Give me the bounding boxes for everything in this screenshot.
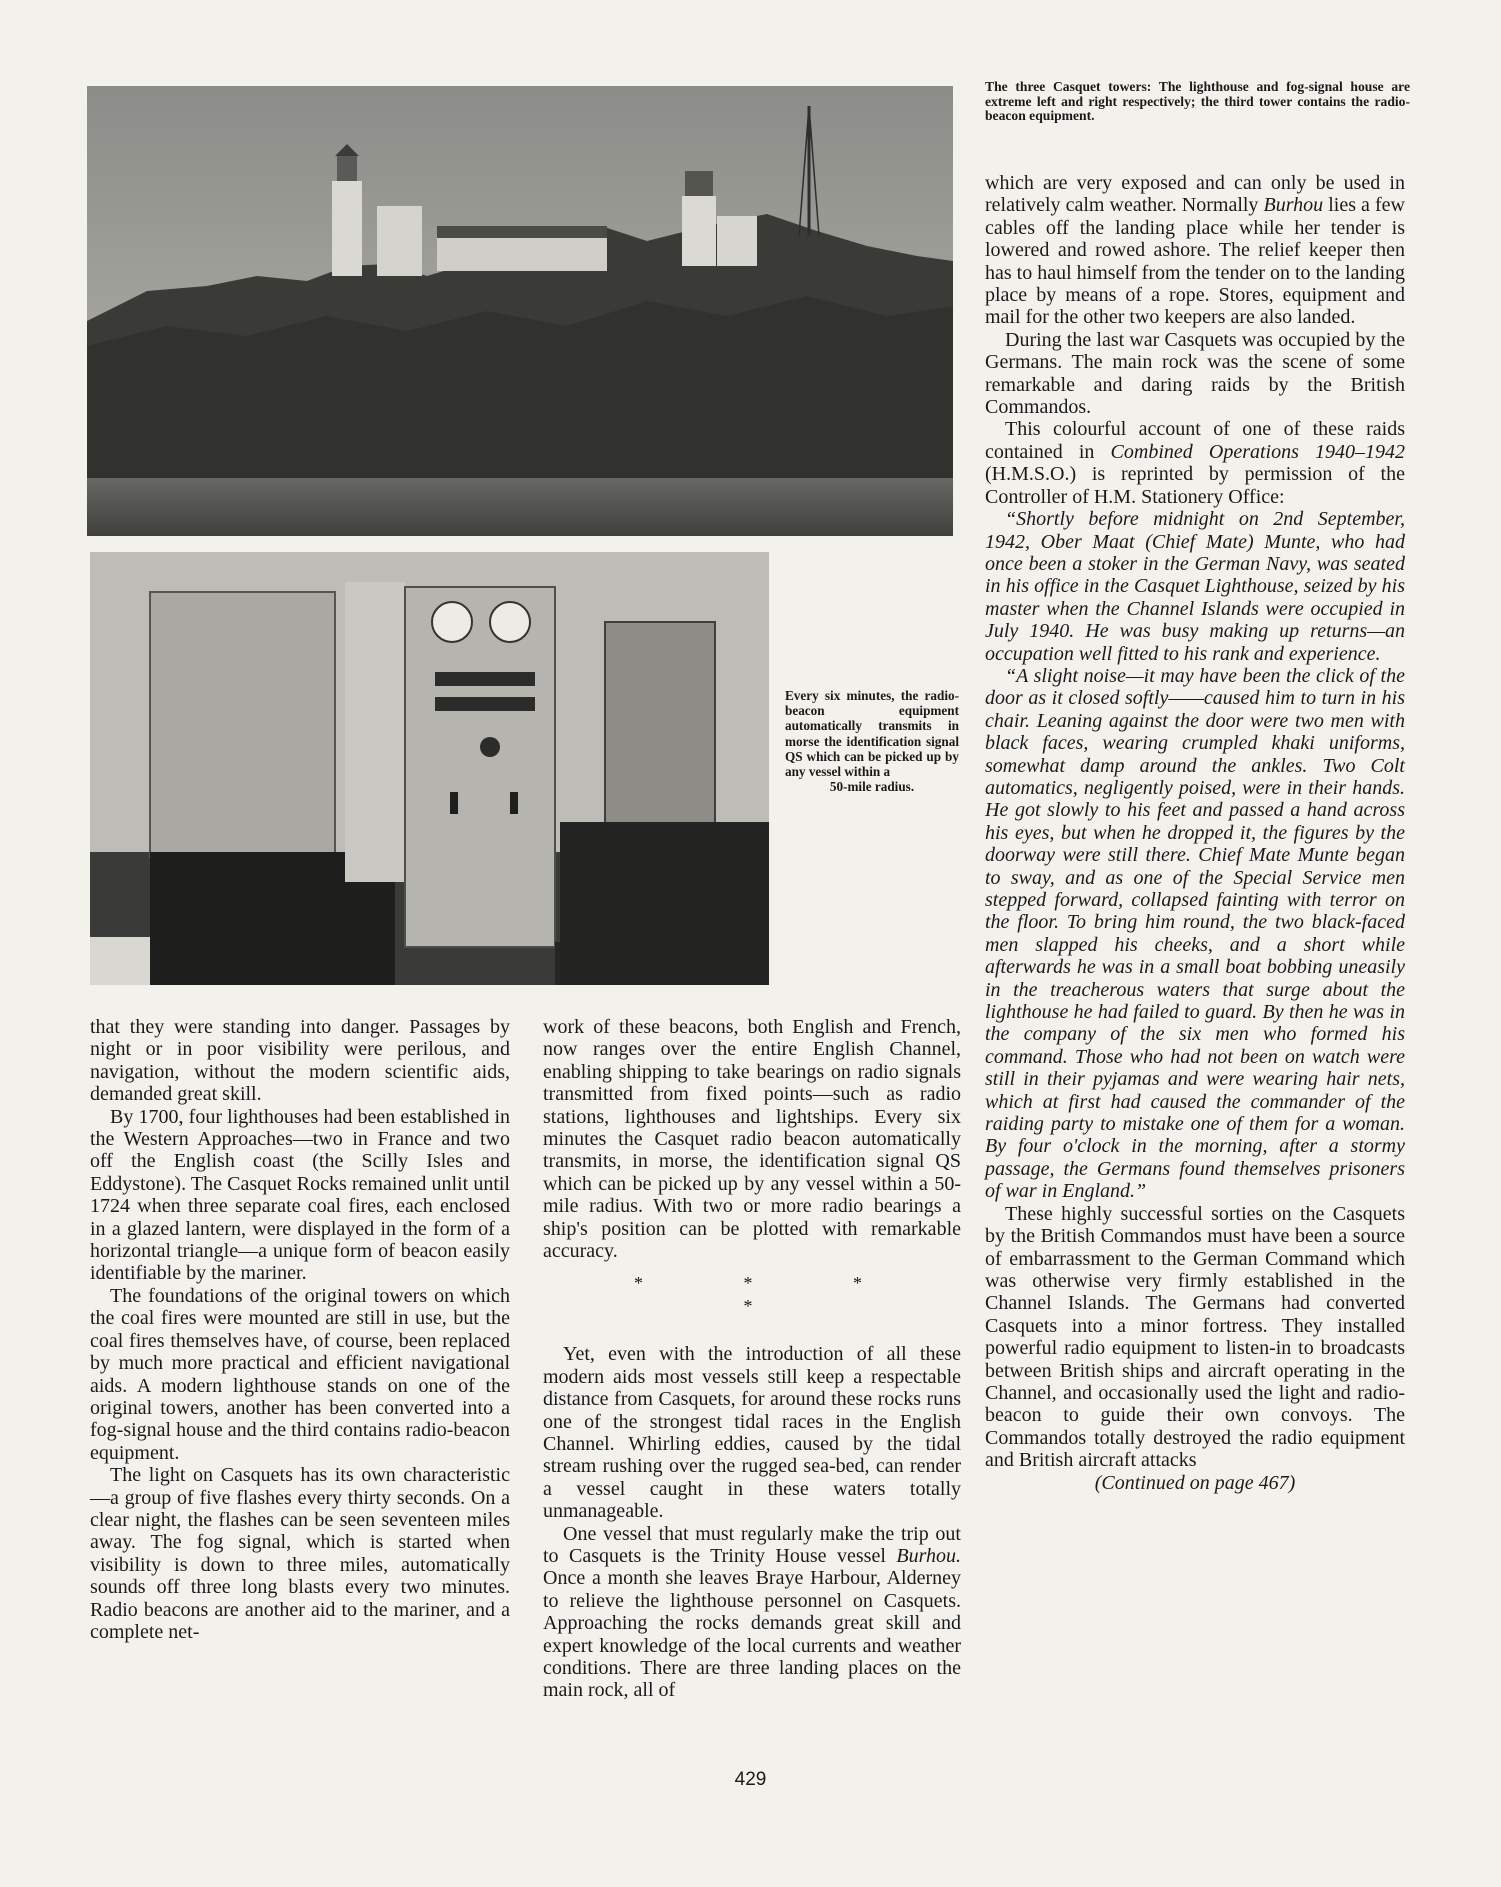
left-column (90, 1016, 510, 1643)
paragraph: work of these beacons, both English and French, now ranges over the entire English Channel, enabling shipping to take bearings on radio signals transmitted from fixed points—such as radio stations, lighthouses and lightships. Every six minutes the Casquet radio beacon automatically transmits, in morse, the identification signal QS which can be picked up by any vessel within a 50-mile radius. With two or more radio bearings a ship's position can be plotted with remarkable accuracy. (543, 1016, 961, 1263)
photo-caption-side (785, 688, 959, 794)
side-caption-end: 50-mile radius. (829, 779, 915, 795)
quoted-paragraph: “A slight noise—it may have been the click of the door as it closed softly——caused him to turn in his chair. Leaning against the door were two men with black faces, wearing crumpled khaki uniforms, somewhat damp around the ankles. Two Colt automatics, negligently poised, were in their hands. He got slowly to his feet and passed a hand across his eyes, but when he dropped it, the figures by the doorway were still there. Chief Mate Munte began to sway, and as one of the Special Service men stepped forward, collapsed fainting with terror on the floor. To bring him round, the two black-faced men slapped his cheeks, and a short while afterwards he was in a small boat bobbing uneasily in the treacherous waters that surge about the lighthouse he had failed to guard. By then he was in the company of the six men who formed his command. Those who had not been on watch were still in their pyjamas and were wearing hair nets, which at first had caused the commander of the raiding party to mistake one of them for a woman. By four o'clock in the morning, after a stormy passage, the Germans found themselves prisoners of war in England.” (985, 664, 1405, 1203)
text-run: lies a few cables off the landing place while her tender is lowered and rowed ashore. The relief keeper then has to haul himself from the tender on to the landing place by means of a rope. Stores, equipment and mail for the other two keepers are also landed. (985, 194, 1405, 329)
radio-equipment-image (90, 552, 769, 985)
photo-caption-top: The three Casquet towers: The lighthouse and fog-signal house are extreme left and right respectively; the third tower contains the radio-beacon equipment. (985, 79, 1410, 123)
paragraph: The foundations of the original towers on which the coal fires were mounted are still in use, but the coal fires themselves have, of course, been replaced by much more practical and efficient navigational aids. A modern lighthouse stands on one of the original towers, another has been converted into a fog-signal house and the third contains radio-beacon equipment. (90, 1284, 510, 1464)
paragraph: Yet, even with the introduction of all these modern aids most vessels still keep a respectable distance from Casquets, for around these rocks runs one of the strongest tidal races in the English Channel. Whirling eddies, caused by the tidal stream rushing over the rugged sea-bed, can render a vessel caught in these waters totally unmanageable. (543, 1343, 961, 1523)
side-caption-text: Every six minutes, the radio-beacon equipment automatically transmits in morse the identification signal QS which can be picked up by any vessel within a (785, 688, 959, 780)
paragraph: During the last war Casquets was occupied by the Germans. The main rock was the scene of some remarkable and daring raids by the British Commandos. (985, 328, 1405, 419)
text-run: This colourful account of one of these raids contained in (985, 418, 1405, 463)
text-run: which are very exposed and can only be used in relatively calm weather. Normally (985, 172, 1405, 217)
middle-column (543, 1016, 961, 1702)
paragraph: The light on Casquets has its own characteristic—a group of five flashes every thirty seconds. On a clear night, the flashes can be seen seventeen miles away. The fog signal, which is started when visibility is down to three miles, automatically sounds off three long blasts every two minutes. Radio beacons are another aid to the mariner, and a complete net- (90, 1464, 510, 1643)
paragraph: These highly successful sorties on the Casquets by the British Commandos must have been a source of embarrassment to the German Command which was otherwise very firmly established in the Channel Islands. The Germans had converted Casquets into a minor fortress. They installed powerful radio equipment to listen-in to broadcasts between British ships and aircraft operating in the Channel, and occasionally used the light and radio-beacon to guide their own convoys. The Commandos totally destroyed the radio equipment and British aircraft attacks (985, 1202, 1405, 1472)
text-run: Once a month she leaves Braye Harbour, Alderney to relieve the lighthouse personnel on Casquets. Approaching the rocks demands great skill and expert knowledge of the local currents and weather conditions. There are three landing places on the main rock, all of (543, 1567, 961, 1702)
paragraph (543, 1523, 961, 1702)
ship-name: Burhou (1263, 194, 1324, 217)
text-run: One vessel that must regularly make the trip out to Casquets is the Trinity House vessel (543, 1522, 961, 1567)
ship-name: Burhou. (896, 1544, 961, 1567)
section-divider: * * * * (634, 1273, 910, 1316)
quoted-paragraph: “Shortly before midnight on 2nd September, 1942, Ober Maat (Chief Mate) Munte, who had once been a stoker in the German Navy, was seated in his office in the Casquet Lighthouse, seized by his master when the Channel Islands were occupied in July 1940. He was busy making up returns—an occupation well fitted to his rank and experience. (985, 508, 1405, 665)
casquet-towers-photo (87, 86, 953, 536)
book-title: Combined Operations 1940–1942 (1110, 440, 1405, 463)
right-column (985, 172, 1405, 1494)
text-run: (H.M.S.O.) is reprinted by permission of the Controller of H.M. Stationery Office: (985, 463, 1405, 508)
paragraph: that they were standing into danger. Passages by night or in poor visibility were perilous, and navigation, without the modern scientific aids, demanded great skill. (90, 1016, 510, 1106)
radio-beacon-photo (90, 552, 769, 985)
paragraph (985, 418, 1405, 508)
continued-note: (Continued on page 467) (1094, 1471, 1296, 1494)
lighthouse-rock-image (87, 86, 953, 536)
page-number: 429 (734, 1769, 767, 1790)
paragraph (985, 172, 1405, 329)
paragraph: By 1700, four lighthouses had been established in the Western Approaches—two in France and two off the English coast (the Scilly Isles and Eddystone). The Casquet Rocks remained unlit until 1724 when three separate coal fires, each enclosed in a glazed lantern, were displayed in the form of a horizontal triangle—a unique form of beacon easily identifiable by the mariner. (90, 1105, 510, 1285)
